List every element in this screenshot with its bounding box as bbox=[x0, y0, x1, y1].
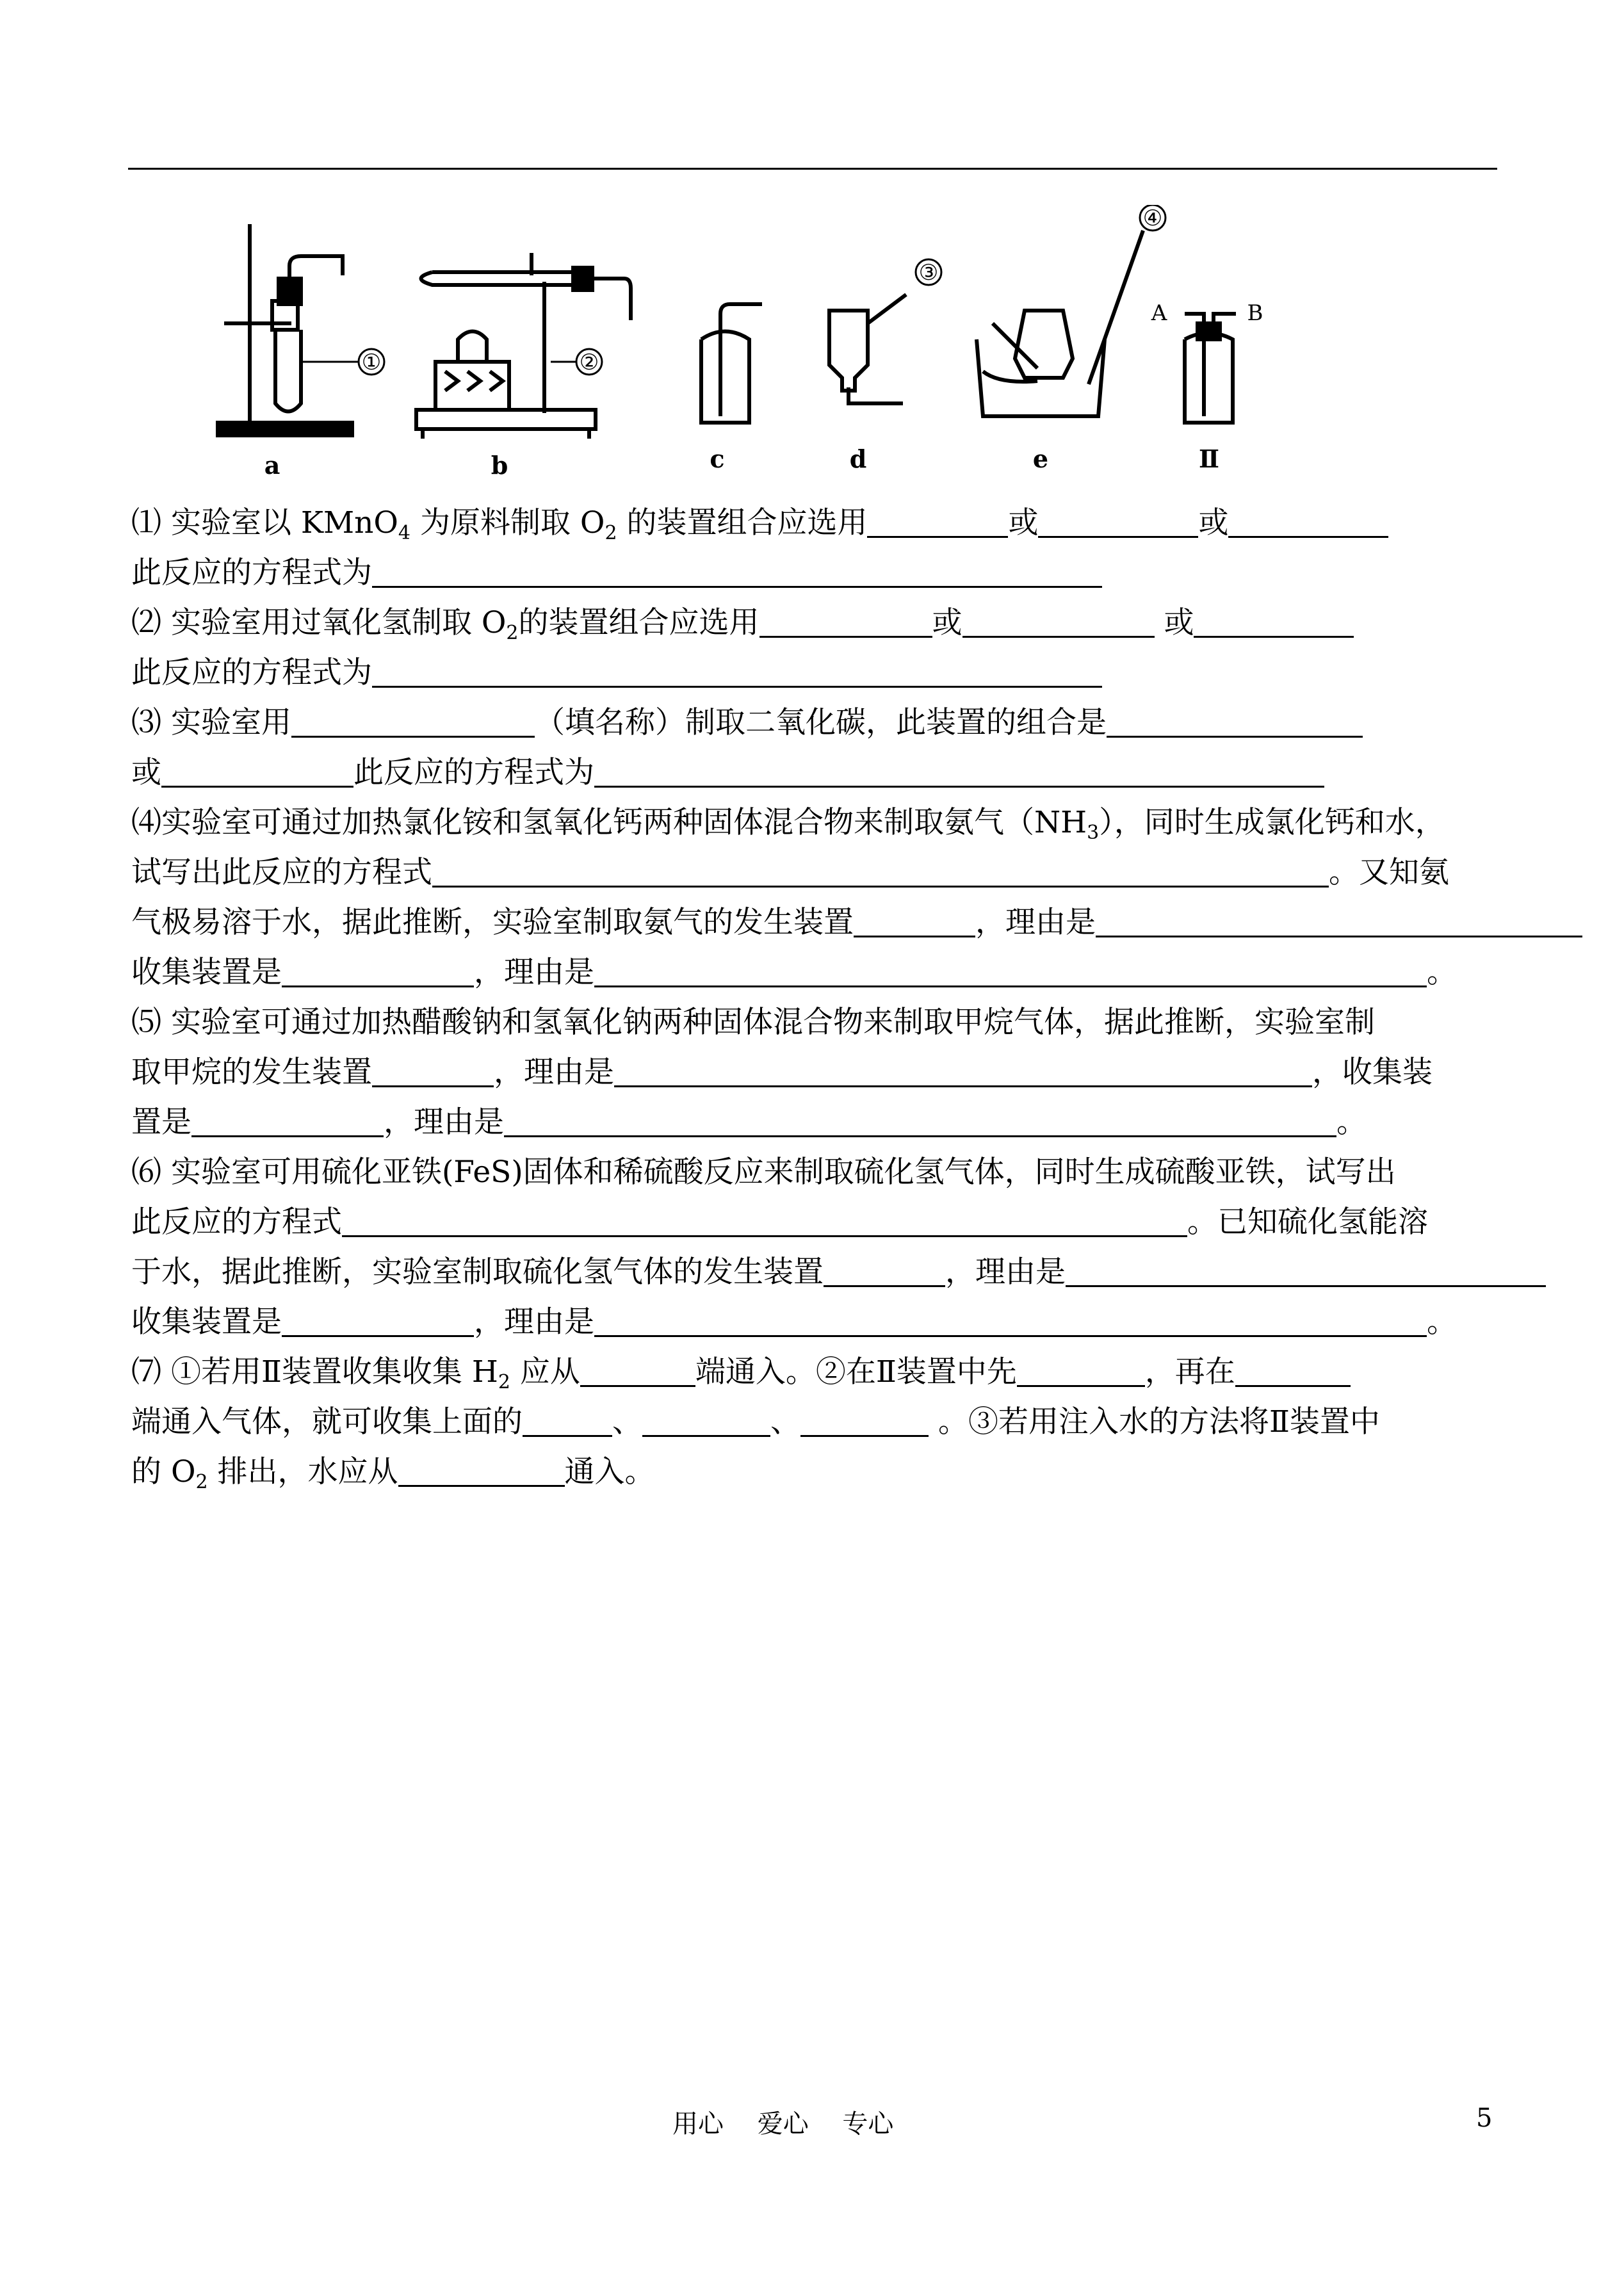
subscript: 4 bbox=[398, 522, 411, 544]
line-text: 、 bbox=[612, 1404, 642, 1439]
apparatus-e bbox=[977, 231, 1143, 416]
line-text: 试写出此反应的方程式 bbox=[131, 855, 432, 890]
line-text: ⑷实验室可通过加热氯化铵和氢氧化钙两种固体混合物来制取氨气（NH bbox=[131, 805, 1087, 840]
line-text: 气极易溶于水，据此推断，实验室制取氨气的发生装置 bbox=[131, 905, 854, 940]
line-text: ），同时生成氯化钙和水， bbox=[1099, 805, 1445, 840]
question-line bbox=[131, 1048, 1623, 1098]
answer-blank[interactable] bbox=[372, 653, 1102, 688]
line-text: 。 bbox=[1427, 1304, 1457, 1340]
callout-1: ① bbox=[361, 350, 382, 375]
line-text: ，理由是 bbox=[474, 955, 594, 990]
question-line bbox=[131, 798, 1623, 848]
question-line bbox=[131, 1297, 1623, 1347]
subscript: 2 bbox=[605, 522, 617, 544]
line-text: ，理由是 bbox=[474, 1304, 594, 1340]
answer-blank[interactable] bbox=[342, 1202, 1187, 1237]
question-line bbox=[131, 748, 1623, 798]
question-line bbox=[131, 548, 1623, 598]
answer-blank[interactable] bbox=[1066, 1252, 1546, 1287]
question-line bbox=[131, 648, 1623, 698]
question-line bbox=[131, 1197, 1623, 1247]
footer-motto: 用心 爱心 专心 bbox=[672, 2109, 894, 2139]
question-line bbox=[131, 1098, 1623, 1148]
line-text: ⑹ 实验室可用硫化亚铁(FeS)固体和稀硫酸反应来制取硫化氢气体，同时生成硫酸亚铁，试写出 bbox=[131, 1155, 1396, 1190]
question-line bbox=[131, 998, 1623, 1048]
line-text: 此反应的方程式 bbox=[131, 1204, 342, 1240]
question-line bbox=[131, 848, 1623, 898]
line-text: 或 bbox=[1198, 505, 1229, 540]
answer-blank[interactable] bbox=[962, 603, 1155, 638]
port-b-label: B bbox=[1247, 300, 1263, 326]
question-line bbox=[131, 1447, 1623, 1497]
line-text: 于水，据此推断，实验室制取硫化氢气体的发生装置 bbox=[131, 1254, 824, 1290]
subscript: 2 bbox=[195, 1471, 208, 1493]
line-text: 排出，水应从 bbox=[207, 1454, 398, 1489]
question-line bbox=[131, 1397, 1623, 1447]
line-text: ⑴ 实验室以 KMnO bbox=[131, 505, 398, 540]
answer-blank[interactable] bbox=[282, 952, 474, 987]
line-text: 。③若用注入水的方法将Ⅱ装置中 bbox=[929, 1404, 1380, 1439]
line-text: 或 bbox=[932, 605, 962, 640]
line-text: 应从 bbox=[510, 1354, 580, 1390]
label-ii: Ⅱ bbox=[1198, 444, 1220, 473]
line-text: 。已知硫化氢能溶 bbox=[1187, 1204, 1428, 1240]
line-text: 置是 bbox=[131, 1105, 191, 1140]
line-text: ，理由是 bbox=[384, 1105, 504, 1140]
answer-blank[interactable] bbox=[432, 852, 1329, 888]
line-text: 端通入气体，就可收集上面的 bbox=[131, 1404, 523, 1439]
label-d: d bbox=[849, 444, 867, 473]
answer-blank[interactable] bbox=[800, 1402, 929, 1437]
answer-blank[interactable] bbox=[191, 1102, 384, 1137]
question-line bbox=[131, 1247, 1623, 1297]
answer-blank[interactable] bbox=[1194, 603, 1354, 638]
apparatus-b bbox=[416, 253, 631, 439]
label-a: a bbox=[264, 451, 280, 480]
answer-blank[interactable] bbox=[372, 1052, 494, 1087]
callout-2: ② bbox=[579, 350, 599, 375]
line-text: 或 bbox=[1008, 505, 1039, 540]
answer-blank[interactable] bbox=[282, 1302, 474, 1337]
line-text: （填名称）制取二氧化碳，此装置的组合是 bbox=[534, 705, 1107, 740]
subscript: 2 bbox=[498, 1371, 510, 1393]
line-text: ，理由是 bbox=[494, 1055, 614, 1090]
line-text: ，收集装 bbox=[1312, 1055, 1433, 1090]
line-text: 的装置组合应选用 bbox=[518, 605, 759, 640]
line-text: 或 bbox=[131, 755, 161, 790]
header-rule bbox=[128, 168, 1497, 170]
subscript: 2 bbox=[506, 622, 519, 644]
line-text: 此反应的方程式为 bbox=[131, 655, 372, 690]
line-text: ⑺ ①若用Ⅱ装置收集收集 H bbox=[131, 1354, 498, 1390]
label-b: b bbox=[491, 451, 508, 480]
question-line bbox=[131, 1347, 1623, 1397]
question-line bbox=[131, 698, 1623, 748]
line-text: 或 bbox=[1154, 605, 1194, 640]
answer-blank[interactable] bbox=[1228, 503, 1388, 538]
answer-blank[interactable] bbox=[854, 902, 975, 937]
answer-blank[interactable] bbox=[594, 1302, 1427, 1337]
answer-blank[interactable] bbox=[161, 752, 353, 788]
answer-blank[interactable] bbox=[523, 1402, 612, 1437]
label-e: e bbox=[1032, 444, 1049, 473]
line-text: 的 O bbox=[131, 1454, 196, 1489]
label-c: c bbox=[710, 444, 725, 473]
apparatus-d bbox=[829, 295, 906, 403]
line-text: 此反应的方程式为 bbox=[131, 555, 372, 590]
line-text: ⑶ 实验室用 bbox=[131, 705, 291, 740]
line-text: ，再在 bbox=[1144, 1354, 1235, 1390]
callout-4: ④ bbox=[1142, 206, 1163, 231]
answer-blank[interactable] bbox=[1107, 702, 1363, 738]
answer-blank[interactable] bbox=[580, 1352, 695, 1387]
line-text: ，理由是 bbox=[975, 905, 1096, 940]
answer-blank[interactable] bbox=[1096, 902, 1582, 937]
callout-3: ③ bbox=[918, 260, 939, 286]
answer-blank[interactable] bbox=[1235, 1352, 1351, 1387]
question-text bbox=[131, 498, 1623, 1497]
apparatus-figure bbox=[205, 205, 1550, 487]
answer-blank[interactable] bbox=[642, 1402, 770, 1437]
answer-blank[interactable] bbox=[1038, 503, 1198, 538]
line-text: 通入。 bbox=[564, 1454, 655, 1489]
question-line bbox=[131, 1148, 1623, 1197]
answer-blank[interactable] bbox=[1017, 1352, 1145, 1387]
apparatus-ii bbox=[1185, 314, 1236, 423]
line-text: ⑸ 实验室可通过加热醋酸钠和氢氧化钠两种固体混合物来制取甲烷气体，据此推断，实验室制 bbox=[131, 1005, 1375, 1040]
apparatus-a bbox=[218, 224, 352, 435]
line-text: 收集装置是 bbox=[131, 955, 282, 990]
question-line bbox=[131, 948, 1623, 998]
line-text: 为原料制取 O bbox=[410, 505, 605, 540]
line-text: 端通入。②在Ⅱ装置中先 bbox=[695, 1354, 1017, 1390]
line-text: ⑵ 实验室用过氧化氢制取 O bbox=[131, 605, 507, 640]
answer-blank[interactable] bbox=[398, 1452, 565, 1487]
apparatus-c bbox=[701, 304, 762, 423]
line-text: 此反应的方程式为 bbox=[353, 755, 594, 790]
port-a-label: A bbox=[1151, 300, 1167, 326]
answer-blank[interactable] bbox=[504, 1102, 1336, 1137]
line-text: 收集装置是 bbox=[131, 1304, 282, 1340]
answer-blank[interactable] bbox=[291, 702, 535, 738]
line-text: 取甲烷的发生装置 bbox=[131, 1055, 372, 1090]
answer-blank[interactable] bbox=[594, 952, 1427, 987]
line-text: 、 bbox=[770, 1404, 800, 1439]
answer-blank[interactable] bbox=[867, 503, 1008, 538]
line-text: ，理由是 bbox=[945, 1254, 1066, 1290]
line-text: 。又知氨 bbox=[1329, 855, 1449, 890]
answer-blank[interactable] bbox=[759, 603, 932, 638]
question-line bbox=[131, 498, 1623, 548]
line-text: 的装置组合应选用 bbox=[617, 505, 868, 540]
answer-blank[interactable] bbox=[372, 553, 1102, 588]
question-line bbox=[131, 598, 1623, 648]
page-number: 5 bbox=[1476, 2104, 1493, 2133]
answer-blank[interactable] bbox=[824, 1252, 945, 1287]
question-line bbox=[131, 898, 1623, 948]
subscript: 3 bbox=[1087, 822, 1100, 844]
answer-blank[interactable] bbox=[614, 1052, 1312, 1087]
answer-blank[interactable] bbox=[594, 752, 1324, 788]
line-text: 。 bbox=[1427, 955, 1457, 990]
line-text: 。 bbox=[1336, 1105, 1367, 1140]
